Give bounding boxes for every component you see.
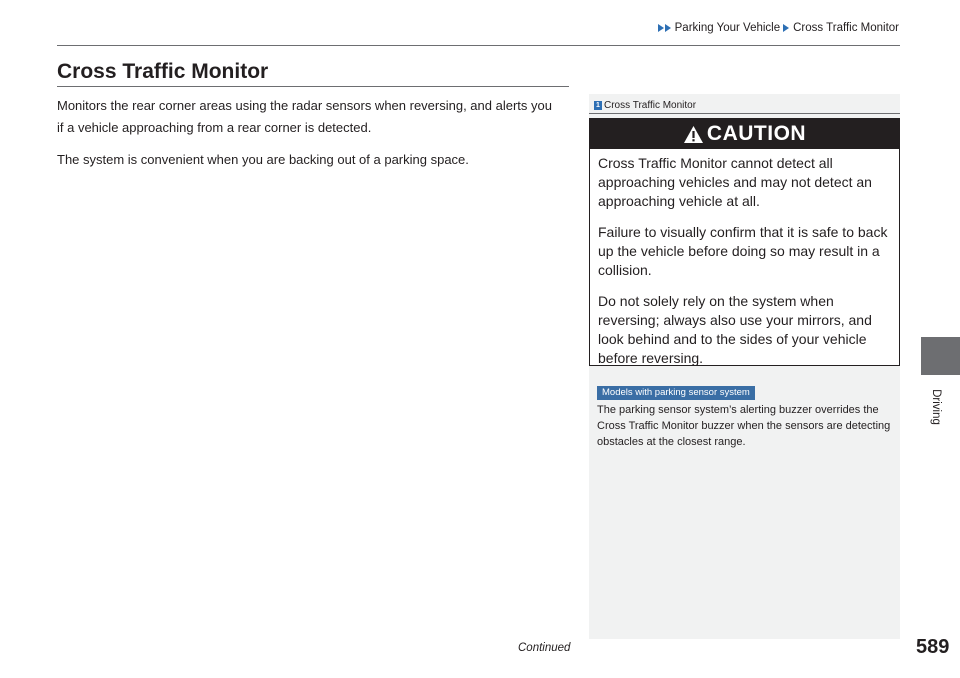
caution-paragraph: Cross Traffic Monitor cannot detect all approaching vehicles and may not detect an approaching vehicle at all. xyxy=(598,155,872,209)
breadcrumb xyxy=(658,20,902,36)
caution-box xyxy=(589,118,900,366)
caution-paragraph: Do not solely rely on the system when reversing; always also use your mirrors, and look behind and to the sides of your vehicle before reversing. xyxy=(598,293,872,366)
caution-paragraph: Failure to visually confirm that it is safe to back up the vehicle before doing so may result in a collision. xyxy=(598,224,888,278)
section-tab-label-wrap xyxy=(924,377,948,437)
body-paragraph: The system is convenient when you are backing out of a parking space. xyxy=(57,152,469,167)
continued-label: Continued xyxy=(518,642,571,654)
caution-banner xyxy=(590,119,899,149)
breadcrumb-arrow-icon xyxy=(783,24,789,32)
page-number: 589 xyxy=(916,636,950,658)
warning-triangle-icon xyxy=(683,125,704,144)
caution-label: CAUTION xyxy=(706,122,807,145)
breadcrumb-arrow-icon xyxy=(658,24,664,32)
page-title: Cross Traffic Monitor xyxy=(57,60,269,83)
side-panel-header xyxy=(594,98,696,112)
side-panel-divider xyxy=(589,113,900,114)
section-tab-label: Driving xyxy=(930,389,943,425)
models-badge: Models with parking sensor system xyxy=(597,386,755,400)
breadcrumb-item-current: Cross Traffic Monitor xyxy=(793,22,899,34)
note-reference-icon: 1 xyxy=(594,101,602,110)
section-tab[interactable] xyxy=(921,337,960,375)
breadcrumb-arrow-icon xyxy=(665,24,671,32)
title-divider xyxy=(57,86,569,87)
breadcrumb-item-parking[interactable]: Parking Your Vehicle xyxy=(674,22,781,34)
header-divider xyxy=(57,45,900,46)
side-panel-title: Cross Traffic Monitor xyxy=(604,99,697,111)
side-note-text: The parking sensor system’s alerting buzzer overrides the Cross Traffic Monitor buzzer when the sensors are detecting obstacles at the closest range. xyxy=(597,404,891,448)
side-note-panel xyxy=(589,94,900,639)
body-paragraph: Monitors the rear corner areas using the radar sensors when reversing, and alerts you if a vehicle approaching from a rear corner is detected. xyxy=(57,98,552,135)
